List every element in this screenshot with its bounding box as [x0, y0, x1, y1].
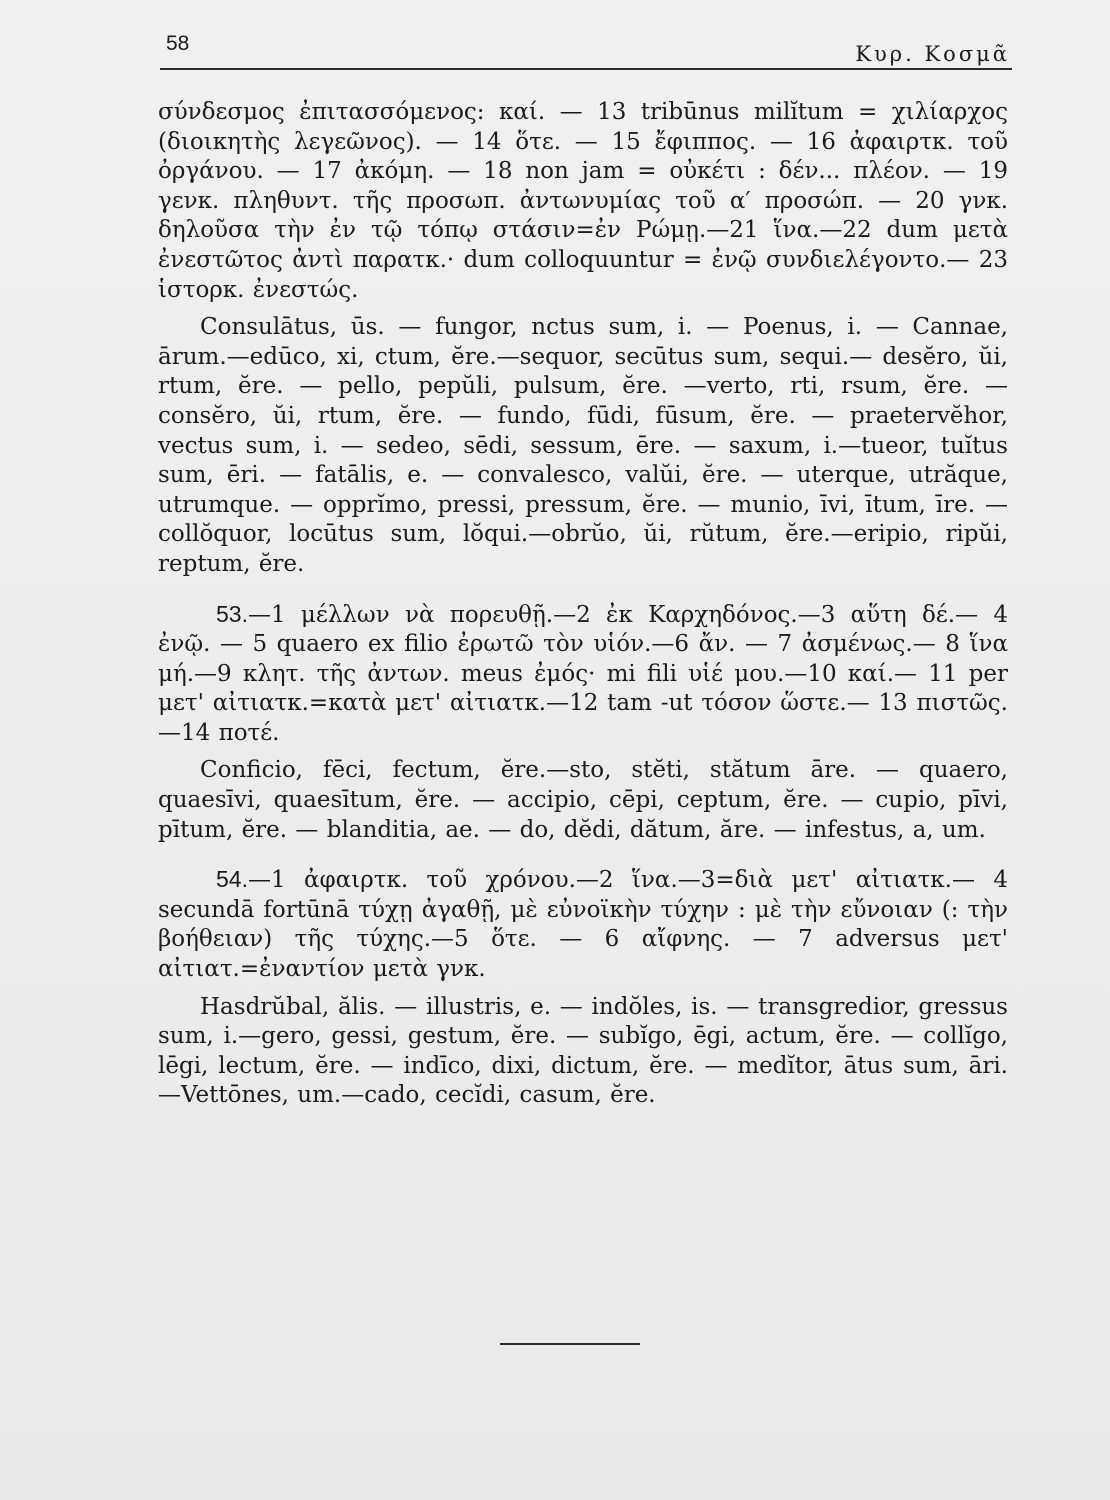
notes-52-continued: σύνδεσμος ἐπιτασσόμενος: καί. — 13 tribūnus milĭtum = χιλίαρχος (διοικητὴς λεγεῶνος). — 14 ὅτε. — 15 ἔφιππος. — 16 ἀφαιρτκ. τοῦ ὀργάνου. — 17 ἀκόμη. — 18 non jam = οὐκέτι : δέν... πλέον. — 19 γενκ. πληθυντ. τῆς προσωπ. ἀντωνυμίας τοῦ α′ προσώπ. — 20 γνκ. δηλοῦσα τὴν ἐν τῷ τόπῳ στάσιν=ἐν Ρώμῃ.—21 ἵνα.—22 dum μετὰ ἐνεστῶτος ἀντὶ παρατκ.· dum colloquuntur = ἐνῷ συνδιελέγοντο.— 23 ἱστορκ. ἐνεστώς.: [158, 99, 1008, 303]
section-number-53: 53.: [216, 600, 248, 627]
page-body: [158, 98, 1008, 1111]
section-number-54: 54.: [216, 866, 248, 893]
notes-53-text: —1 μέλλων νὰ πορευθῇ.—2 ἐκ Καρχηδόνος.—3 αὕτη δέ.— 4 ἐνῷ. — 5 quaero ex filio ἐρωτῶ τὸν υἱόν.—6 ἄν. — 7 ἀσμένως.— 8 ἵνα μή.—9 κλητ. τῆς ἀντων. meus ἐμός· mi fili υἱέ μου.—10 καί.— 11 per μετ' αἰτιατκ.=κατὰ μετ' αἰτιατκ.—12 tam -ut τόσον ὥστε.— 13 πιστῶς.—14 ποτέ.: [158, 601, 1008, 746]
page-header: [160, 28, 1010, 68]
header-rule: [160, 68, 1012, 70]
vocabulary-52: Consulātus, ūs. — fungor, nctus sum, i. — Poenus, i. — Cannae, ārum.—edūco, xi, ctum, ĕre.—sequor, secūtus sum, sequi.— desĕro, ŭi, rtum, ĕre. — pello, pepŭli, pulsum, ĕre. —verto, rti, rsum, ĕre. — consĕro, ŭi, rtum, ĕre. — fundo, fūdi, fūsum, ĕre. — praetervĕhor, vectus sum, i. — sedeo, sēdi, sessum, ēre. — saxum, i.—tueor, tuĭtus sum, ēri. — fatālis, e. — convalesco, valŭi, ĕre. — uterque, utrăque, utrumque. — opprĭmo, pressi, pressum, ĕre. — munio, īvi, ītum, īre. — collŏquor, locūtus sum, lŏqui.—obrŭo, ŭi, rŭtum, ĕre.—eripio, ripŭi, reptum, ĕre.: [158, 314, 1008, 577]
page-number: 58: [166, 32, 190, 55]
section-end-rule: [500, 1343, 640, 1345]
notes-54: [158, 865, 1008, 984]
vocabulary-53: Conficio, fēci, fectum, ĕre.—sto, stĕti, stătum āre. — quaero, quaesīvi, quaesītum, ĕre. — accipio, cēpi, ceptum, ĕre. — cupio, pīvi, pītum, ĕre. — blanditia, ae. — do, dĕdi, dătum, ăre. — infestus, a, um.: [158, 757, 1008, 843]
vocabulary-54: Hasdrŭbal, ălis. — illustris, e. — indŏles, is. — transgredior, gressus sum, i.—gero, gessi, gestum, ĕre. — subĭgo, ēgi, actum, ĕre. — collĭgo, lēgi, lectum, ĕre. — indīco, dixi, dictum, ĕre. — medĭtor, ātus sum, āri.—Vettōnes, um.—cado, cecĭdi, casum, ĕre.: [158, 993, 1008, 1109]
running-head: Κυρ. Κοσμᾶ: [855, 42, 1010, 66]
notes-54-text: —1 ἀφαιρτκ. τοῦ χρόνου.—2 ἵνα.—3=διὰ μετ' αἰτιατκ.— 4 secundā fortūnā τύχῃ ἀγαθῇ, μὲ εὐνοϊκὴν τύχην : μὲ τὴν εὔνοιαν (: τὴν βοήθειαν) τῆς τύχης.—5 ὅτε. — 6 αἴφνης. — 7 adversus μετ' αἰτιατ.=ἐναντίον μετὰ γνκ.: [158, 867, 1008, 983]
notes-53: [158, 600, 1008, 749]
